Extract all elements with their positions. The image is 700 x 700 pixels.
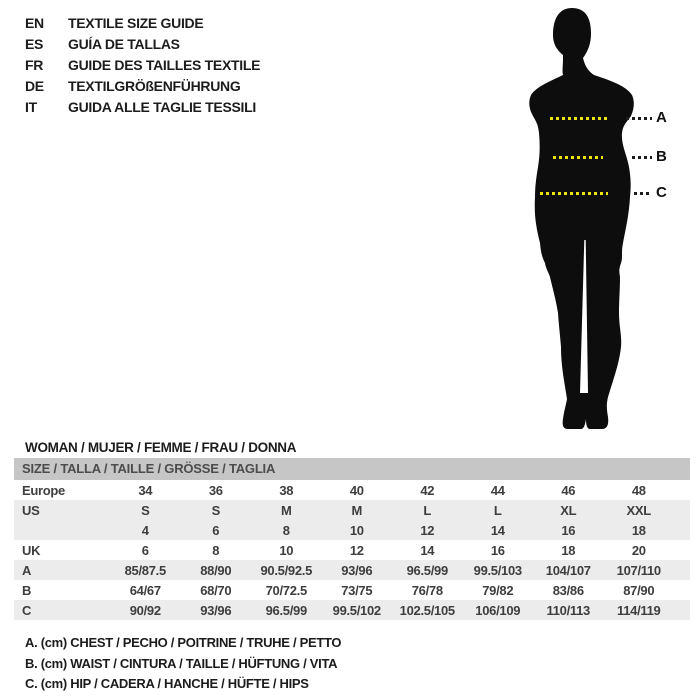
size-cell: 110/113: [546, 602, 590, 618]
spacer-cell: [674, 600, 690, 620]
table-row-us-numeric: [14, 520, 690, 540]
size-cell: 68/70: [200, 582, 232, 598]
lang-code-fr: FR: [25, 57, 44, 73]
hip-line-on-body: [540, 192, 608, 195]
title-text-fr: GUIDE DES TAILLES TEXTILE: [68, 57, 261, 73]
size-cell: 12: [420, 522, 435, 538]
size-cell: 96.5/99: [265, 602, 307, 618]
size-cell: 10: [279, 542, 294, 558]
size-cell: 8: [282, 522, 290, 538]
chest-line-leader: [626, 117, 652, 120]
size-cell: 106/109: [475, 602, 521, 618]
size-cell: 104/107: [545, 562, 591, 578]
row-label: Europe: [22, 482, 65, 498]
size-cell: 107/110: [616, 562, 661, 578]
size-cell: 8: [212, 542, 220, 558]
size-cell: 85/87.5: [124, 562, 166, 578]
size-cell: 87/90: [623, 582, 655, 598]
size-cell: M: [351, 502, 363, 518]
legend-line-hip: C. (cm) HIP / CADERA / HANCHE / HÜFTE / HIPS: [25, 676, 309, 691]
size-table-section: [14, 458, 690, 620]
size-cell: XXL: [626, 502, 651, 518]
measurement-legend: [25, 633, 341, 695]
size-cell: 99.5/102: [332, 602, 381, 618]
spacer-cell: [674, 520, 690, 540]
size-cell: 102.5/105: [399, 602, 455, 618]
size-cell: 48: [631, 482, 646, 498]
size-cell: 96.5/99: [406, 562, 448, 578]
size-cell: 6: [212, 522, 220, 538]
title-row-es: [25, 34, 260, 55]
row-label: B: [22, 582, 32, 598]
table-row-hip: [14, 600, 690, 620]
size-cell: 12: [349, 542, 364, 558]
row-label: [14, 520, 110, 540]
lang-code-de: DE: [25, 78, 44, 94]
title-text-de: TEXTILGRÖßENFÜHRUNG: [68, 78, 241, 94]
title-row-fr: [25, 55, 260, 76]
size-cell: 14: [490, 522, 505, 538]
legend-line-waist: B. (cm) WAIST / CINTURA / TAILLE / HÜFTUNG / VITA: [25, 655, 338, 671]
row-label: UK: [22, 542, 41, 558]
lang-code-en: EN: [25, 15, 44, 31]
waist-line-on-body: [553, 156, 603, 159]
size-cell: 114/119: [617, 602, 661, 618]
waist-line-leader: [632, 156, 652, 159]
size-cell: 93/96: [341, 562, 373, 578]
spacer-cell: [674, 500, 690, 520]
size-cell: 34: [138, 482, 153, 498]
title-row-de: [25, 76, 260, 97]
title-row-en: [25, 13, 260, 34]
lang-code-it: IT: [25, 99, 37, 115]
title-text-en: TEXTILE SIZE GUIDE: [68, 15, 204, 31]
size-cell: M: [280, 502, 292, 518]
chest-line-on-body: [550, 117, 607, 120]
woman-silhouette-icon: [518, 5, 640, 435]
size-cell: 99.5/103: [473, 562, 522, 578]
table-row-waist: [14, 580, 690, 600]
size-cell: 64/67: [129, 582, 161, 598]
title-row-it: [25, 97, 260, 118]
size-cell: 93/96: [200, 602, 232, 618]
size-cell: 73/75: [341, 582, 373, 598]
legend-line-chest: A. (cm) CHEST / PECHO / POITRINE / TRUHE / PETTO: [25, 635, 342, 650]
size-table: [14, 480, 690, 620]
spacer-cell: [674, 560, 690, 580]
table-row-uk: [14, 540, 690, 560]
size-cell: 10: [349, 522, 364, 538]
size-cell: S: [211, 502, 220, 518]
size-cell: 14: [420, 542, 435, 558]
title-text-es: GUÍA DE TALLAS: [68, 36, 180, 52]
size-cell: 16: [561, 522, 576, 538]
size-cell: 88/90: [200, 562, 232, 578]
size-cell: 4: [141, 522, 149, 538]
hip-line-leader: [634, 192, 652, 195]
size-cell: 38: [279, 482, 294, 498]
size-cell: 42: [420, 482, 435, 498]
size-cell: L: [493, 502, 502, 518]
spacer-cell: [674, 540, 690, 560]
size-cell: 16: [490, 542, 505, 558]
row-label: C: [22, 602, 32, 618]
size-cell: 20: [631, 542, 646, 558]
title-text-it: GUIDA ALLE TAGLIE TESSILI: [68, 99, 256, 115]
size-cell: 90/92: [129, 602, 161, 618]
size-cell: 40: [349, 482, 364, 498]
marker-b-label: B: [656, 148, 667, 165]
row-label: US: [22, 502, 40, 518]
size-cell: 18: [561, 542, 576, 558]
spacer-cell: [674, 580, 690, 600]
size-cell: 83/86: [552, 582, 584, 598]
size-cell: 18: [631, 522, 646, 538]
row-label: A: [22, 562, 32, 578]
lang-code-es: ES: [25, 36, 44, 52]
size-cell: S: [141, 502, 150, 518]
table-row-us-letter: [14, 500, 690, 520]
size-cell: 44: [490, 482, 505, 498]
size-cell: 79/82: [482, 582, 514, 598]
size-cell: L: [423, 502, 432, 518]
marker-c-label: C: [656, 184, 667, 201]
size-cell: 76/78: [411, 582, 443, 598]
size-table-header: SIZE / TALLA / TAILLE / GRÖSSE / TAGLIA: [14, 458, 690, 480]
size-cell: 70/72.5: [265, 582, 307, 598]
gender-section-label: WOMAN / MUJER / FEMME / FRAU / DONNA: [25, 440, 297, 455]
size-cell: 90.5/92.5: [260, 562, 312, 578]
language-title-block: [25, 13, 260, 118]
size-cell: XL: [560, 502, 577, 518]
marker-a-label: A: [656, 109, 667, 126]
size-cell: 6: [141, 542, 149, 558]
size-cell: 46: [561, 482, 576, 498]
size-cell: 36: [208, 482, 223, 498]
spacer-cell: [674, 480, 690, 500]
table-row-europe: [14, 480, 690, 500]
table-row-chest: [14, 560, 690, 580]
